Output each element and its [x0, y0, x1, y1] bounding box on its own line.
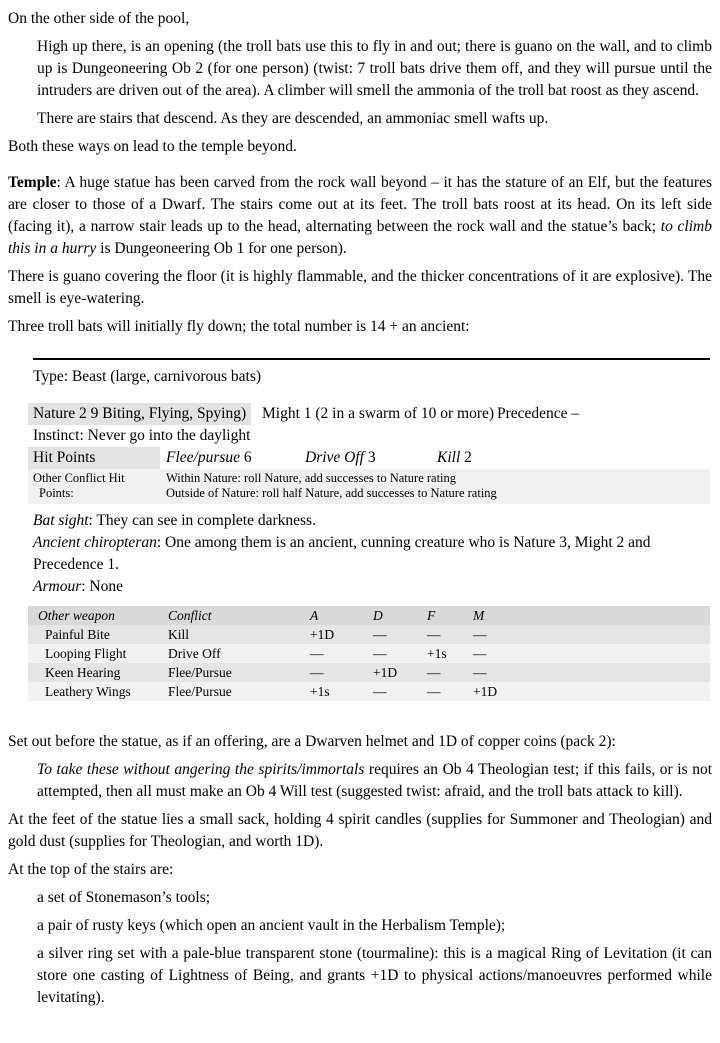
- weapon-name: Leathery Wings: [45, 684, 131, 699]
- instinct-value: Instinct: Never go into the daylight: [33, 427, 251, 444]
- col-other-weapon: Other weapon: [38, 608, 115, 623]
- weapon-d: +1D: [373, 665, 398, 680]
- weapon-a: —: [310, 646, 324, 661]
- trait-desc: : They can see in complete darkness.: [88, 512, 316, 529]
- weapon-conflict: Flee/Pursue: [168, 684, 232, 699]
- hp-conflict-name: Flee/pursue: [166, 449, 241, 466]
- other-conflict-label-line1: Other Conflict Hit: [33, 471, 125, 485]
- hp-conflict-name: Drive Off: [305, 449, 364, 466]
- weapon-m: +1D: [473, 684, 498, 699]
- paragraph-stonemason-tools: a set of Stonemason’s tools;: [37, 889, 211, 906]
- hp-kill: [437, 447, 472, 469]
- weapon-m: —: [473, 646, 487, 661]
- hp-conflict-name: Kill: [437, 449, 461, 466]
- take-these-italic: To take these without angering the spirits/immortals: [37, 761, 365, 778]
- statblock-nature-row: [28, 403, 710, 425]
- hp-flee-pursue: [166, 447, 305, 469]
- trait-ancient-chiropteran: [28, 532, 710, 576]
- weapon-m: —: [473, 627, 487, 642]
- might-value: Might 1 (2 in a swarm of 10 or more): [262, 405, 495, 422]
- trait-bat-sight: [28, 510, 710, 532]
- weapon-row-looping-flight: [28, 644, 710, 663]
- weapon-d: —: [373, 627, 387, 642]
- temple-italic-phrase: to climb this in a hurry: [8, 218, 712, 257]
- col-defend: D: [373, 608, 383, 623]
- weapon-row-leathery-wings: [28, 682, 710, 701]
- other-conflict-label: [28, 471, 166, 501]
- weapon-row-painful-bite: [28, 625, 710, 644]
- weapon-a: +1D: [310, 627, 335, 642]
- trait-desc: : One among them is an ancient, cunning creature who is Nature 3, Might 2 and Precedence 1.: [33, 534, 651, 573]
- take-these-rest: requires an Ob 4 Theologian test; if this fails, or is not attempted, then all must make an Ob 4 Will test (suggested twist: afraid, and the troll bats attack to kill).: [37, 761, 712, 800]
- hp-value: 2: [464, 449, 472, 466]
- temple-heading: Temple: [8, 174, 57, 191]
- paragraph-silver-ring: a silver ring set with a pale-blue transparent stone (tourmaline): this is a magical Ring of Levitation (it can store one casting of Lightness of Being, and grants +1D to physical actions/manoeuvres performed while levitating).: [37, 945, 712, 1006]
- paragraph-small-sack: At the feet of the statue lies a small sack, holding 4 spirit candles (supplies for Summoner and Theologian) and gold dust (supplies for Theologian, and worth 1D).: [8, 811, 712, 850]
- weapon-m: —: [473, 665, 487, 680]
- temple-text-2: is Dungeoneering Ob 1 for one person).: [96, 240, 347, 257]
- col-conflict: Conflict: [168, 608, 212, 623]
- trait-name: Armour: [33, 578, 82, 595]
- intro-section: [8, 8, 712, 338]
- weapon-a: —: [310, 665, 324, 680]
- outro-section: [8, 731, 712, 1009]
- weapon-f: —: [427, 665, 441, 680]
- weapon-row-keen-hearing: [28, 663, 710, 682]
- paragraph-pool: On the other side of the pool,: [8, 10, 190, 27]
- weapon-name: Painful Bite: [45, 627, 110, 642]
- weapons-header-row: [28, 606, 710, 625]
- trait-armour: [28, 576, 710, 598]
- other-conflict-band: [28, 469, 710, 504]
- weapon-name: Looping Flight: [45, 646, 127, 661]
- troll-bat-statblock: [28, 358, 710, 701]
- paragraph-take-these: [37, 759, 712, 803]
- within-nature-rule: Within Nature: roll Nature, add successes to Nature rating: [166, 471, 457, 485]
- weapons-table: [28, 606, 710, 701]
- paragraph-offering: Set out before the statue, as if an offering, are a Dwarven helmet and 1D of copper coins (pack 2):: [8, 733, 616, 750]
- hp-value: 6: [243, 449, 252, 466]
- nature-value: Nature 2 9 Biting, Flying, Spying): [28, 403, 251, 425]
- statblock-traits: [28, 510, 710, 598]
- paragraph-guano: There is guano covering the floor (it is highly flammable, and the thicker concentrations of it are explosive). The smell is eye-watering.: [8, 268, 712, 307]
- other-conflict-label-line2: Points:: [39, 486, 74, 500]
- paragraph-top-of-stairs: At the top of the stairs are:: [8, 861, 174, 878]
- paragraph-both-ways: Both these ways on lead to the temple beyond.: [8, 138, 297, 155]
- weapon-f: +1s: [427, 646, 447, 661]
- weapon-d: —: [373, 684, 387, 699]
- trait-name: Ancient chiropteran: [33, 534, 157, 551]
- weapons-table-body: [28, 625, 710, 701]
- paragraph-stairs: There are stairs that descend. As they are descended, an ammoniac smell wafts up.: [37, 110, 549, 127]
- weapon-a: +1s: [310, 684, 330, 699]
- statblock-hit-points-row: [28, 447, 710, 469]
- outside-nature-rule: Outside of Nature: roll half Nature, add successes to Nature rating: [166, 486, 497, 500]
- trait-name: Bat sight: [33, 512, 89, 529]
- weapon-d: —: [373, 646, 387, 661]
- col-maneuver: M: [473, 608, 485, 623]
- weapon-f: —: [427, 684, 441, 699]
- paragraph-rusty-keys: a pair of rusty keys (which open an ancient vault in the Herbalism Temple);: [37, 917, 506, 934]
- hp-drive-off: [305, 447, 437, 469]
- weapon-conflict: Flee/Pursue: [168, 665, 232, 680]
- paragraph-troll-bats-count: Three troll bats will initially fly down; the total number is 14 + an ancient:: [8, 318, 470, 335]
- precedence-value: Precedence –: [497, 405, 580, 422]
- weapon-conflict: Kill: [168, 627, 190, 642]
- weapon-name: Keen Hearing: [45, 665, 121, 680]
- col-feint: F: [427, 608, 436, 623]
- col-attack: A: [310, 608, 319, 623]
- hit-points-label: Hit Points: [28, 447, 160, 469]
- weapon-f: —: [427, 627, 441, 642]
- paragraph-temple: [8, 172, 712, 260]
- weapon-conflict: Drive Off: [168, 646, 221, 661]
- paragraph-opening: High up there, is an opening (the troll bats use this to fly in and out; there is guano on the wall, and to climb up is Dungeoneering Ob 2 (for one person) (twist: 7 troll bats drive them off, and they will pursue until the intruders are driven out of the area). A climber will smell the ammonia of the troll bat roost as they ascend.: [37, 38, 712, 99]
- other-conflict-rules: [166, 471, 497, 501]
- temple-text-1: : A huge statue has been carved from the rock wall beyond – it has the stature of an Elf, but the features are closer to those of a Dwarf. The stairs come out at its feet. The troll bats roost at its head. On its left side (facing it), a narrow stair leads up to the head, alternating between the rock wall and the statue’s back;: [8, 174, 712, 235]
- statblock-instinct-row: [28, 425, 710, 447]
- hp-value: 3: [367, 449, 376, 466]
- statblock-type-line: Type: Beast (large, carnivorous bats): [33, 368, 262, 385]
- weapons-table-header: [28, 606, 710, 625]
- trait-desc: : None: [81, 578, 123, 595]
